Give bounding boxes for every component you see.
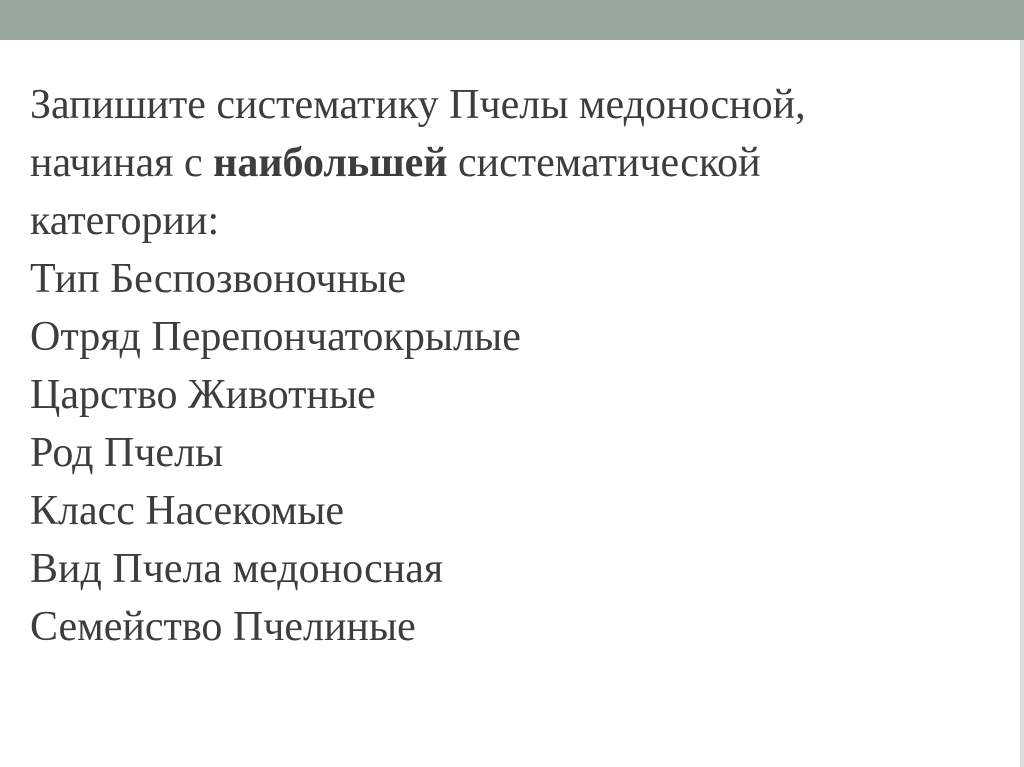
intro-line-2-start: начиная с: [30, 140, 214, 186]
intro-line-3: категории:: [30, 198, 220, 244]
list-item-family: Семейство Пчелиные: [30, 604, 416, 650]
list-item-kingdom: Царство Животные: [30, 372, 376, 418]
list-item-type: Тип Беспозвоночные: [30, 256, 406, 302]
intro-line-1: Запишите систематику Пчелы медоносной,: [30, 82, 806, 128]
list-item-class: Класс Насекомые: [30, 488, 345, 534]
list-item-species: Вид Пчела медоносная: [30, 546, 444, 592]
slide-content: [30, 76, 990, 656]
top-bar: [0, 0, 1024, 40]
right-edge-border: [1020, 40, 1024, 767]
intro-line-2-end: систематической: [447, 140, 761, 186]
list-item-order: Отряд Перепончатокрылые: [30, 314, 521, 360]
emphasis-text: наибольшей: [213, 140, 448, 186]
list-item-genus: Род Пчелы: [30, 430, 224, 476]
intro-line-2: [30, 134, 990, 192]
